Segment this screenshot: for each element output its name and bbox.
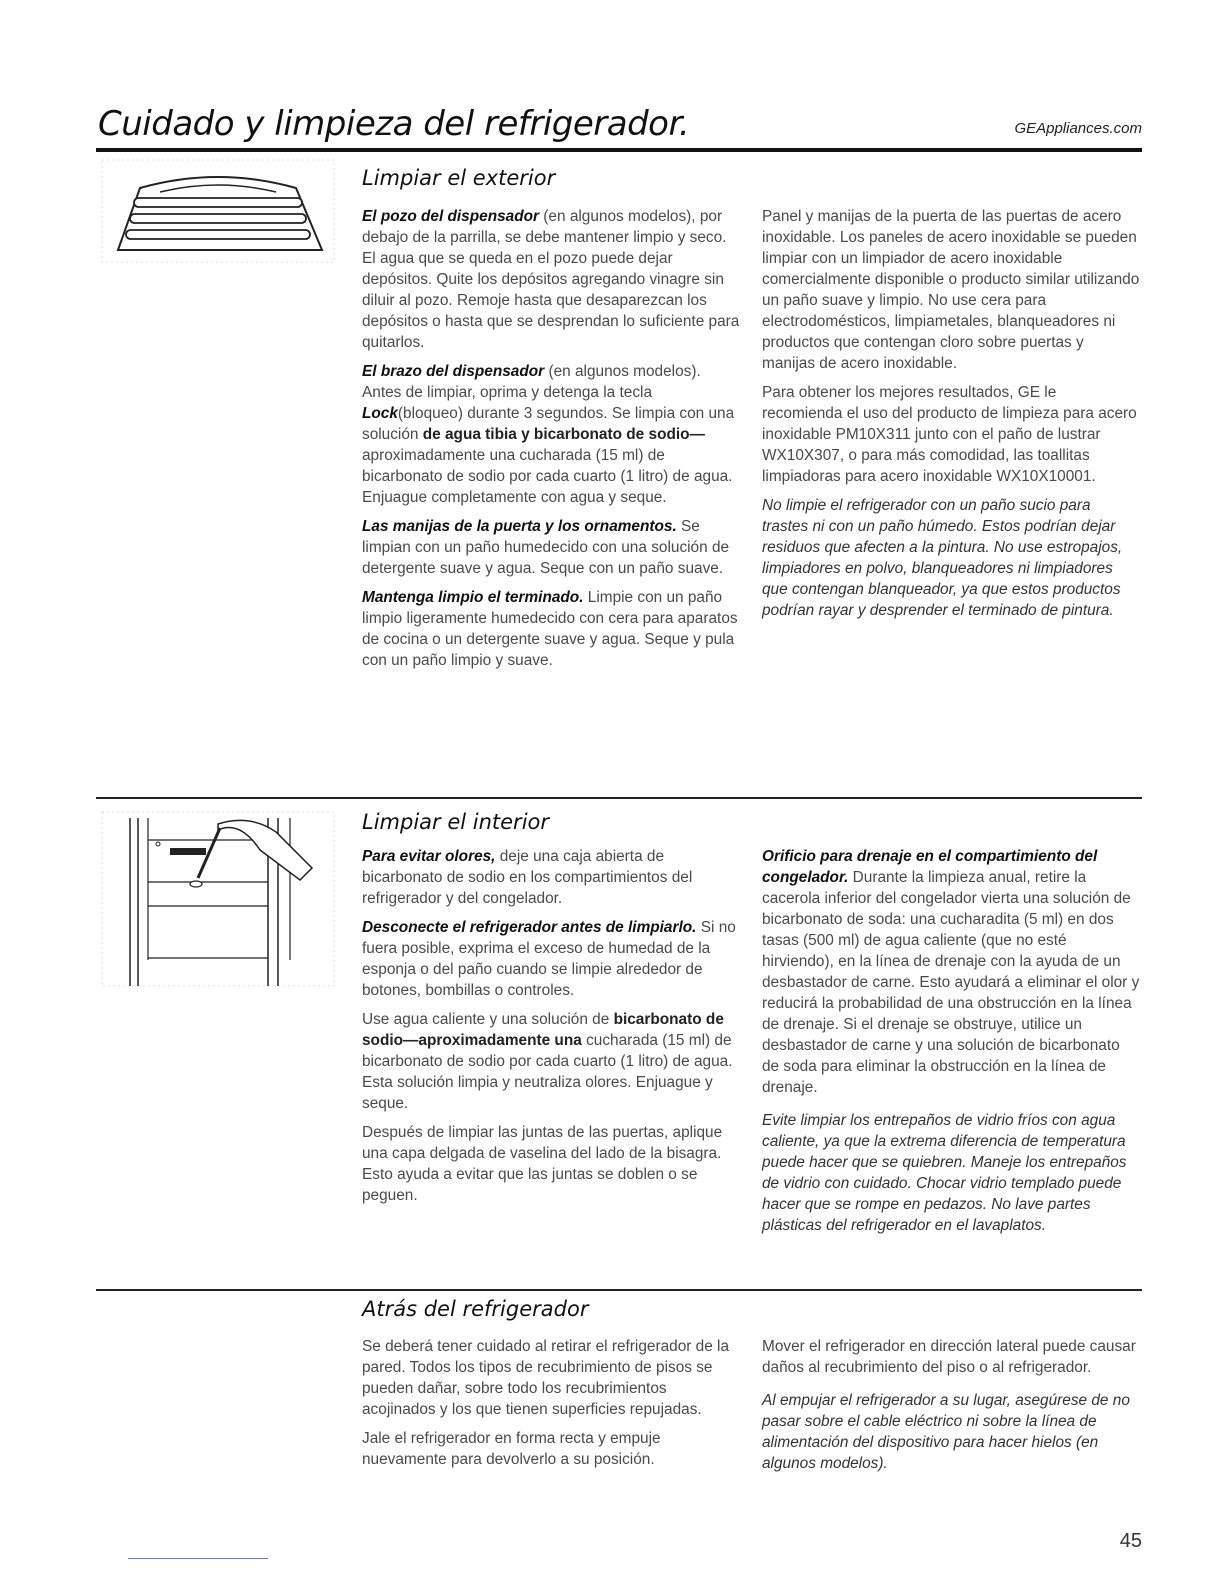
paragraph-text: Use agua caliente y una solución de [362,1011,610,1028]
lead-door-handles: Las manijas de la puerta y los ornamentos. [362,518,677,535]
back-right-column [762,1336,1140,1482]
paragraph-text: Si no fuera posible, exprima el exceso de humedad de la esponja o del paño cuando se limpie alrededor de botones, bombillas o controles. [362,919,736,999]
paragraph [362,587,740,671]
paragraph [362,361,740,508]
paragraph [362,516,740,579]
bold-text: bicarbonato de sodio—aproximadamente una [362,1011,724,1049]
lead-avoid-odors: Para evitar olores, [362,848,496,865]
paragraph [362,846,740,909]
back-left-column [362,1336,740,1478]
paragraph: Jale el refrigerador en forma recta y empuje nuevamente para devolverlo a su posición. [362,1430,661,1468]
lead-dispenser-arm: El brazo del dispensador [362,363,545,380]
paragraph-text: Durante la limpieza anual, retire la cacerola inferior del congelador vierta una solución de bicarbonato de soda: una cucharadita (5 ml) en dos tasas (500 ml) de agua caliente (que no esté hirviendo), en la línea de drenaje con la ayuda de un desbastador de carne. Esto ayudará a eliminar el olor y reducirá la probabilidad de una obstrucción en la línea de drenaje. Si el drenaje se obstruye, utilice un desbastador de carne y una solución de bicarbonato de soda para eliminar la obstrucción en la línea de drenaje. [762,869,1140,1096]
section-heading-exterior: Limpiar el exterior [362,166,556,190]
warning-paragraph: Al empujar el refrigerador a su lugar, asegúrese de no pasar sobre el cable eléctrico ni sobre la línea de alimentación del dispositivo para hacer hielos (en algunos modelos). [762,1392,1130,1472]
bold-text: de agua tibia y bicarbonato de sodio— [422,426,705,443]
paragraph-text: (bloqueo) durante 3 segundos. Se limpia con una solución [362,405,735,443]
lead-freezer-drain: Orificio para drenaje en el compartimiento del congelador. [762,848,1098,886]
paragraph-text: (en algunos modelos). Antes de limpiar, oprima y detenga la tecla [362,363,701,401]
paragraph: Mover el refrigerador en dirección lateral puede causar daños al recubrimiento del piso o al refrigerador. [762,1338,1136,1376]
paragraph: Para obtener los mejores resultados, GE le recomienda el uso del producto de limpieza para acero inoxidable PM10X311 junto con el paño de lustrar WX10X307, o para más comodidad, las toallitas limpiadoras para acero inoxidable WX10X10001. [762,384,1137,485]
header-rule [96,148,1142,152]
warning-paragraph: Evite limpiar los entrepaños de vidrio fríos con agua caliente, ya que la extrema diferencia de temperatura puede hacer que se quiebren. Maneje los entrepaños de vidrio con cuidado. Chocar vidrio templado puede hacer que se rompe en pedazos. No lave partes plásticas del refrigerador en el lavaplatos. [762,1112,1127,1234]
section-rule [96,1289,1142,1291]
interior-right-column [762,846,1140,1244]
lead-keep-finish: Mantenga limpio el terminado. [362,589,584,606]
paragraph-text: Se limpian con un paño humedecido con una solución de detergente suave y agua. Seque con un paño suave. [362,518,730,577]
paragraph: Panel y manijas de la puerta de las puertas de acero inoxidable. Los paneles de acero inoxidable se pueden limpiar con un limpiador de acero inoxidable comercialmente disponible o producto similar utilizando un paño suave y limpio. No use cera para electrodomésticos, limpiametales, blanqueadores ni productos que contengan cloro sobre puertas y manijas de acero inoxidable. [762,208,1140,372]
section-rule [96,797,1142,799]
site-url: GEAppliances.com [1014,120,1142,137]
exterior-right-column [762,206,1140,629]
lead-disconnect: Desconecte el refrigerador antes de limpiarlo. [362,919,697,936]
paragraph [362,206,740,353]
paragraph-text: aproximadamente una cucharada (15 ml) de bicarbonato de sodio por cada cuarto (1 litro) de agua. Enjuague completamente con agua y seque. [362,447,733,506]
paragraph: Se deberá tener cuidado al retirar el refrigerador de la pared. Todos los tipos de recubrimiento de pisos se pueden dañar, sobre todo los recubrimientos acojinados y los que tienen superficies repujadas. [362,1338,730,1418]
paragraph: Después de limpiar las juntas de las puertas, aplique una capa delgada de vaselina del lado de la bisagra. Esto ayuda a evitar que las juntas se doblen o se peguen. [362,1124,723,1204]
paragraph-text: Limpie con un paño limpio ligeramente humedecido con cera para aparatos de cocina o un detergente suave y agua. Seque y pula con un paño limpio y suave. [362,589,738,669]
footer-link-line [128,1558,268,1559]
lead-dispenser-well: El pozo del dispensador [362,208,540,225]
paragraph-text: (en algunos modelos), por debajo de la parrilla, se debe mantener limpio y seco. El agua que se queda en el pozo puede dejar depósitos. Quite los depósitos agregando vinagre sin diluir al pozo. Remoje hasta que desaparezcan los depósitos o hasta que se desprendan lo suficiente para quitarlos. [362,208,740,351]
page-number: 45 [1119,1530,1142,1552]
paragraph-text: cucharada (15 ml) de bicarbonato de sodio por cada cuarto (1 litro) de agua. Esta solución limpia y neutraliza olores. Enjuague y seque. [362,1032,733,1112]
paragraph [362,917,740,1001]
exterior-left-column [362,206,740,679]
section-heading-back: Atrás del refrigerador [362,1297,589,1321]
interior-left-column [362,846,740,1214]
paragraph-text: deje una caja abierta de bicarbonato de sodio en los compartimientos del refrigerador y del congelador. [362,848,693,907]
lock-key-label: Lock [362,405,398,422]
page-title: Cuidado y limpieza del refrigerador. [98,104,690,144]
dispenser-well-illustration [100,158,336,264]
warning-paragraph: No limpie el refrigerador con un paño sucio para trastes ni con un paño húmedo. Estos podrían dejar residuos que afecten a la pintura. No use estropajos, limpiadores en polvo, blanqueadores ni limpiadores que contengan blanqueador, ya que estos productos podrían rayar y desprender el terminado de pintura. [762,497,1123,619]
interior-cleaning-illustration [100,810,336,988]
paragraph [762,846,1140,1098]
section-heading-interior: Limpiar el interior [362,810,550,834]
paragraph [362,1009,740,1114]
